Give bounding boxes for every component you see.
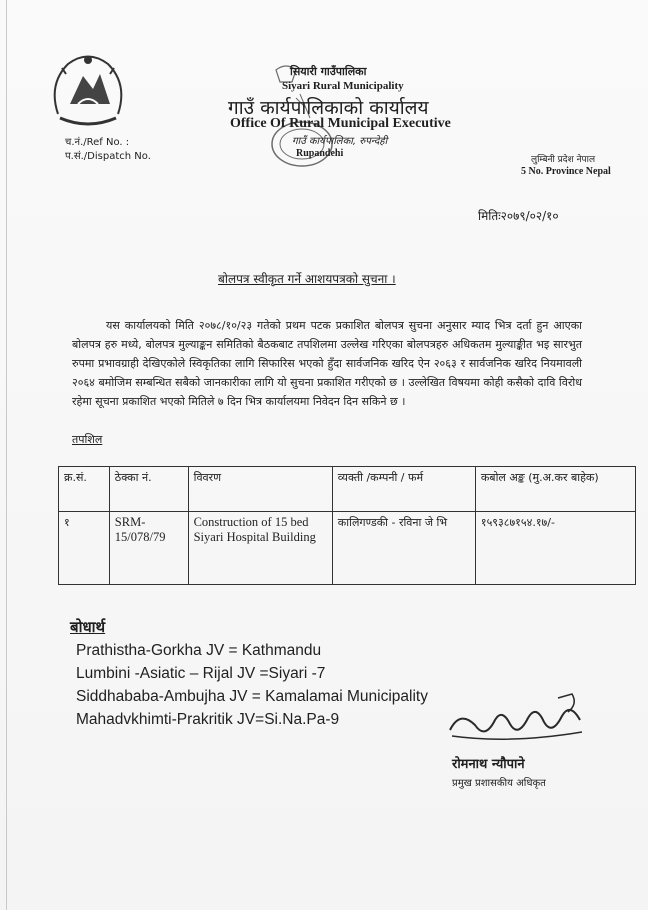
list-item: Mahadvkhimti-Prakritik JV=Si.Na.Pa-9: [76, 711, 340, 728]
cc-heading: बोधार्थ: [70, 618, 106, 636]
province-en: 5 No. Province Nepal: [521, 166, 611, 177]
list-item: Prathistha-Gorkha JV = Kathmandu: [76, 642, 322, 659]
award-table: [58, 466, 636, 585]
letter-body: यस कार्यालयको मिति २०७८/१०/२३ गतेको प्रथम पटक प्रकाशित बोलपत्र सुचना अनुसार म्याद भित्र दर्ता हुन आएका बोलपत्र हरु मध्ये, बोलपत्र मुल्याङ्कन समितिको बैठकबाट तपशिलमा उल्लेख गरिएका बोलपत्रहरु अधिकतम मुल्याङ्कीत भइ सारभुत रुपमा प्रभावग्राही देखिएकोले स्विकृतिका लागि सिफारिस भएको हुँदा सार्वजनिक खरिद ऐन २०६३ र सार्वजनिक खरिद नियमावली २०६४ बमोजिम सम्बन्धित सबैको जानकारीका लागि यो सुचना प्रकाशित गरीएको छ । उल्लेखित विषयमा कोही कसैको दावि विरोध रहेमा सूचना प्रकाशित भएको मितिले ७ दिन भित्र कार्यालयमा निवेदन दिन सकिने छ ।: [72, 319, 582, 408]
col-description-header: विवरण: [188, 467, 332, 512]
province-np: लुम्बिनी प्रदेश नेपाल: [531, 155, 596, 165]
col-contract-header: ठेक्का नं.: [109, 467, 188, 512]
ref-no-label: च.नं./Ref No. :: [65, 137, 130, 148]
cell-contract-no: SRM-15/078/79: [109, 512, 188, 585]
details-heading: तपशिल: [72, 433, 103, 446]
table-row: [59, 512, 636, 585]
list-item: Siddhababa-Ambujha JV = Kamalamai Municipality: [76, 688, 428, 705]
location-np: गाउँ कार्यपालिका, रुपन्देही: [292, 136, 388, 147]
col-amount-header: कबोल अङ्क (मु.अ.कर बाहेक): [475, 467, 635, 512]
rural-municipality-en: Siyari Rural Municipality: [282, 80, 404, 92]
dispatch-no-label: प.सं./Dispatch No.: [65, 151, 151, 162]
nepal-emblem-icon: [38, 44, 138, 130]
table-header-row: [59, 467, 636, 512]
signatory-name: रोमनाथ न्यौपाने: [452, 757, 525, 772]
rural-municipality-np: सियारी गाउँपालिका: [290, 65, 367, 78]
cc-list: [76, 639, 428, 731]
reference-block: [65, 136, 151, 164]
cell-serial: १: [59, 512, 110, 585]
letter-date: मितिः२०७९/०२/१०: [478, 209, 559, 223]
cell-description: Construction of 15 bed Siyari Hospital Building: [188, 512, 332, 585]
list-item: Lumbini -Asiatic – Rijal JV =Siyari -7: [76, 665, 326, 682]
cell-firm: कालिगण्डकी - रविना जे भि: [332, 512, 475, 585]
col-firm-header: व्यक्ती /कम्पनी / फर्म: [332, 467, 475, 512]
cell-amount: १५९३८७१५४.१७/-: [475, 512, 635, 585]
signature-icon: [440, 690, 590, 750]
letter-subject: बोलपत्र स्वीकृत गर्ने आशयपत्रको सुचना ।: [218, 272, 396, 286]
signatory-title: प्रमुख प्रशासकीय अधिकृत: [452, 778, 546, 789]
col-serial-header: क्र.सं.: [59, 467, 110, 512]
page-edge: [6, 0, 7, 910]
location-en: Rupandehi: [296, 148, 344, 159]
office-title-en: Office Of Rural Municipal Executive: [230, 116, 451, 131]
office-title-np: गाउँ कार्यपालिकाको कार्यालय: [228, 97, 429, 119]
